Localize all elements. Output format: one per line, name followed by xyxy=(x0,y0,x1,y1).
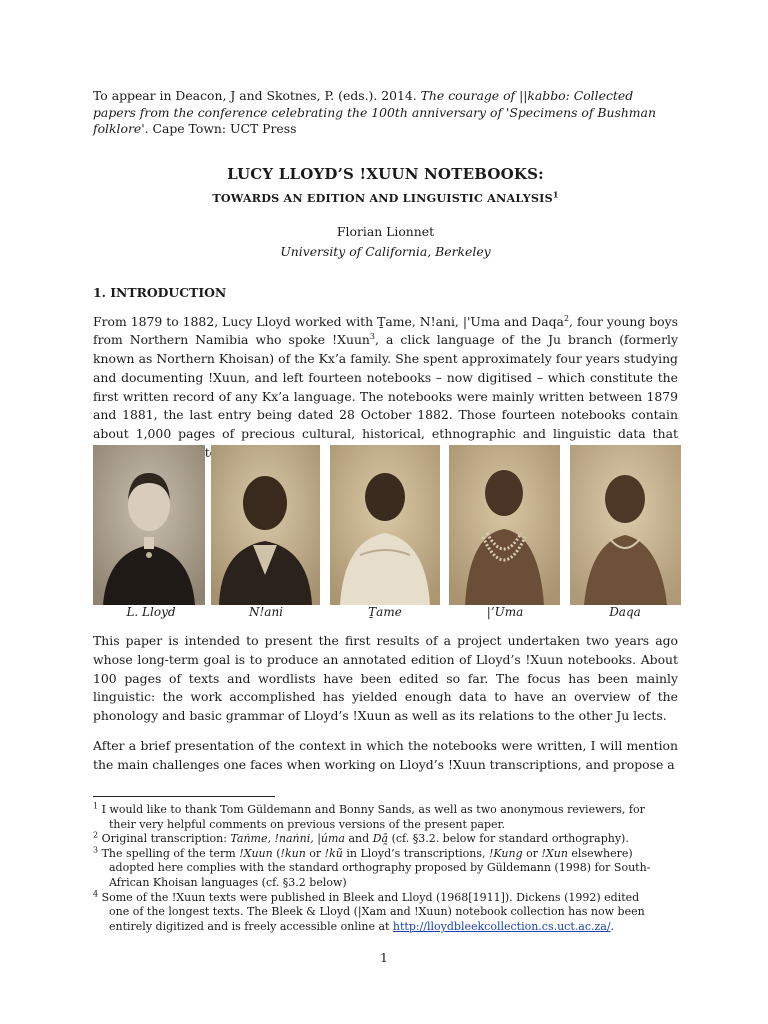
intro-paragraph xyxy=(93,313,678,463)
footnote-1-number: 1 xyxy=(93,801,99,811)
footnote-2-text: Original transcription: xyxy=(98,832,231,846)
intro-text-2: , four young boys from Northern Namibia who spoke !Xuun xyxy=(93,313,678,348)
author-affiliation: University of California, Berkeley xyxy=(280,243,491,259)
footnote-2-italic2: Dā̰ xyxy=(372,832,389,846)
section-heading: 1. INTRODUCTION xyxy=(93,284,227,300)
footnote-3-variant-1: !kun xyxy=(280,846,306,860)
footnote-1-text: I would like to thank Tom Güldemann and Bonny Sands, as well as two anonymous reviewers, for xyxy=(98,803,645,816)
portrait-captions xyxy=(93,605,681,621)
caption-nani: N!ani xyxy=(248,605,284,619)
paper-title: LUCY LLOYD’S !XUUN NOTEBOOKS: xyxy=(227,164,544,183)
footnote-1-text-cont: their very helpful comments on previous versions of the present paper. xyxy=(109,817,506,831)
footnote-3-variant-2: !kũ xyxy=(324,846,343,860)
portrait-tame xyxy=(330,445,440,605)
footnote-2-italic: Taṅme, !naṅni, |úma xyxy=(230,832,345,846)
paper-subtitle xyxy=(93,188,678,205)
footnote-3-line-3: African Khoisan languages (cf. §3.2 below) xyxy=(109,875,347,889)
portrait-uma xyxy=(449,445,560,605)
intro-text-3: , a click language of the Ju branch (formerly known as Northern Khoisan) of the Kx’a family. She spent approximately four years studying and documenting !Xuun, and left fourteen notebooks – now digitised – which constitute the first written record of any Kx’a language. The notebooks were mainly written between 1879 and 1881, the last entry being dated 28 October 1882. Those fourteen notebooks contain about 1,000 pages of precious cultural, historical, ethnographic and linguistic data that edited xyxy=(93,332,678,461)
collection-link[interactable]: http://lloydbleekcollection.cs.uct.ac.za/ xyxy=(392,919,611,933)
footnote-2-and: and xyxy=(345,832,373,846)
publication-title: The courage of ||kabbo: Collected papers from the conference celebrating the 100th anniversary of 'Specimens of Bushman folklore'. xyxy=(93,88,656,136)
project-paragraph: This paper is intended to present the first results of a project undertaken two years ago whose long-term goal is to produce an annotated edition of Lloyd’s !Xuun notebooks. About 100 pages of texts and wordlists have been edited so far. The focus has been mainly linguistic: the work accomplished has yielded enough data to have an overview of the phonology and basic grammar of Lloyd’s !Xuun as well as its relations to the other Ju lects. xyxy=(93,633,678,724)
footnotes xyxy=(93,803,678,934)
footnote-3-or: or xyxy=(305,846,325,860)
caption-uma: |’Uma xyxy=(486,605,524,619)
footnote-2-number: 2 xyxy=(93,830,99,840)
footnote-3-or-2: or xyxy=(522,846,542,860)
portrait-lloyd xyxy=(93,445,205,605)
footnote-divider xyxy=(93,796,275,797)
publication-note xyxy=(93,88,678,138)
portrait-nani xyxy=(211,445,320,605)
footnote-3-text: The spelling of the term xyxy=(98,846,240,860)
intro-text-1: From 1879 to 1882, Lucy Lloyd worked with Ṯame, N!ani, |'Uma and Daqa xyxy=(93,313,564,329)
footnote-4-text: Some of the !Xuun texts were published in Bleek and Lloyd (1968[1911]). Dickens (1992) edited xyxy=(98,890,640,904)
footnote-ref-3: 3 xyxy=(369,332,375,342)
footnote-ref-2: 2 xyxy=(563,313,570,323)
footnote-3 xyxy=(93,847,678,891)
context-paragraph: After a brief presentation of the context in which the notebooks were written, I will mention the main challenges one faces when working on Lloyd’s !Xuun transcriptions, and propose a xyxy=(93,738,678,772)
footnote-4-line-3-text: entirely digitized and is freely accessible online at xyxy=(109,919,393,933)
footnote-3-line-2: adopted here complies with the standard orthography proposed by Güldemann (1998) for South- xyxy=(109,861,651,875)
portrait-daqa xyxy=(570,445,681,605)
footnote-2-text-end: (cf. §3.2. below for standard orthography). xyxy=(388,832,629,846)
footnote-4-line-3 xyxy=(93,920,678,935)
footnote-4 xyxy=(93,888,678,935)
footnote-ref-1: 1 xyxy=(552,188,559,199)
footnote-3-variant-4: !Xun xyxy=(541,846,568,860)
footnote-3-variant-3: !Kung xyxy=(489,846,523,860)
footnote-4-end: . xyxy=(610,919,615,933)
footnote-3-paren: ( xyxy=(272,846,281,860)
publication-note-text: To appear in Deacon, J and Skotnes, P. (eds.). 2014. xyxy=(93,88,421,103)
paper-subtitle-text: TOWARDS AN EDITION AND LINGUISTIC ANALYSIS xyxy=(212,190,553,205)
footnote-3-number: 3 xyxy=(93,845,99,855)
footnote-2 xyxy=(93,832,678,847)
page-number: 1 xyxy=(380,950,388,965)
body-section-3 xyxy=(93,737,678,775)
caption-lloyd: L. Lloyd xyxy=(126,605,176,619)
portrait-strip xyxy=(93,445,681,605)
page-top xyxy=(93,88,678,463)
author-name: Florian Lionnet xyxy=(336,223,435,239)
footnote-1 xyxy=(93,803,678,832)
footnote-3-mid: in Lloyd’s transcriptions, xyxy=(342,846,490,860)
caption-daqa: Daqa xyxy=(609,605,641,619)
footnote-3-term: !Xuun xyxy=(239,846,273,860)
body-section-2 xyxy=(93,632,678,726)
footnote-3-elsewhere: elsewhere) xyxy=(567,846,633,860)
caption-tame: Ṯame xyxy=(368,605,402,619)
footnote-4-number: 4 xyxy=(93,888,99,898)
publication-note-suffix: Cape Town: UCT Press xyxy=(148,121,297,136)
footnote-4-line-2: one of the longest texts. The Bleek & Lloyd (|Xam and !Xuun) notebook collection has now been xyxy=(109,905,645,919)
